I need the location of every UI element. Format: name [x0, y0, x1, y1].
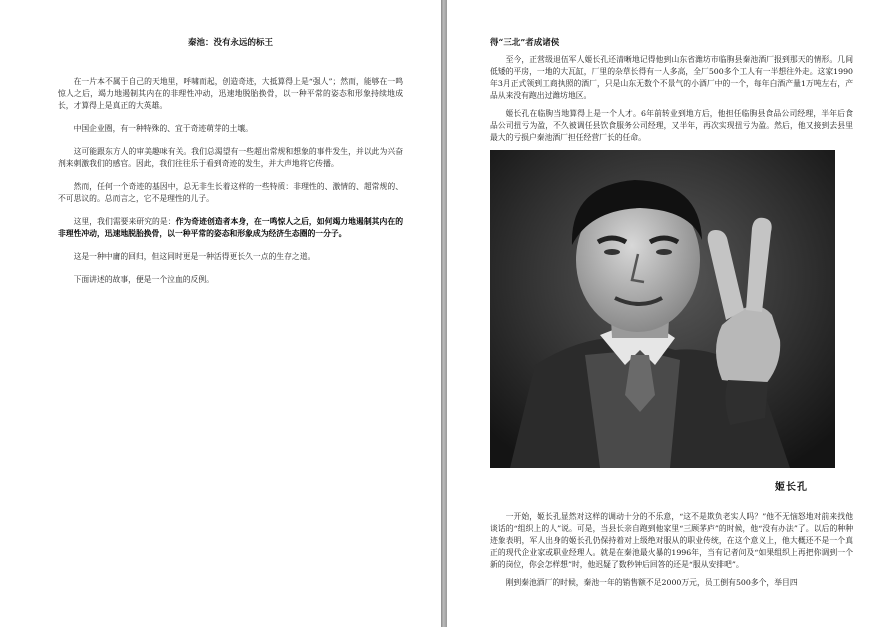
paragraph-3: 一开始，姬长孔显然对这样的调动十分的不乐意，“这不是欺负老实人吗？”他不无恼怒地对前来找他谈话的“组织上的人”说。可是，当县长亲自跑到他家里“三顾茅庐”的时候，他“没有办法”了。以后的种种迹象表明，军人出身的姬长孔仍保持着对上级绝对服从的职业传统，在这个意义上，他大概还不是一个真正的现代企业家或职业经理人。就是在秦池最火暴的1996年，当有记者问及“如果组织上再把你调到一个新的岗位，你会怎样想”时，他迟疑了数秒钟后回答的还是“服从安排吧”。: [490, 512, 853, 569]
paragraph-2: 中国企业圈，有一种特殊的、宜于奇迹萌芽的土壤。: [73, 124, 253, 133]
section-title: 得“三北”者成诸侯: [490, 38, 560, 48]
portrait-illustration: [490, 150, 835, 468]
paragraph-2: 姬长孔在临朐当地算得上是一个人才。6年前转业到地方后，他担任临朐县食品公司经理，半年后食品公司扭亏为盈，不久被调任县饮食服务公司经理，又半年，再次实现扭亏为盈。然后，他又接到去县里最大的亏损户秦池酒厂担任经营厂长的任命。: [490, 109, 853, 142]
paragraph-4: 刚到秦池酒厂的时候，秦池一年的销售额不足2000万元，员工倒有500多个，举目四: [505, 578, 798, 587]
photo-caption: 姬长孔: [775, 482, 808, 493]
paragraph-1: 至今，正营级退伍军人姬长孔还清晰地记得他到山东省潍坊市临朐县秦池酒厂报到那天的情形。几间低矮的平房，一地的大瓦缸，厂里的杂草长得有一人多高，全厂500多个工人有一半想往外走。这家1990年3月正式领到工商执照的酒厂，只是山东无数个不景气的小酒厂中的一个，每年白酒产量1万吨左右，产品从来没有跑出过潍坊地区。: [490, 55, 853, 100]
paragraph-3: 这可能跟东方人的审美趣味有关。我们总渴望有一些超出常规和想象的事件发生，并以此为兴奋剂来刺激我们的感官。因此，我们往往乐于看到奇迹的发生，并大声地将它传播。: [58, 147, 403, 168]
paragraph-6: 这是一种中庸的回归，但这同时更是一种活得更长久一点的生存之道。: [73, 252, 316, 261]
portrait-photo: [490, 150, 835, 468]
paragraph-5: [58, 216, 403, 240]
paragraph-7: 下面讲述的故事，便是一个泣血的反例。: [73, 275, 214, 284]
paragraph-4: 然而，任何一个奇迹的基因中，总无非生长着这样的一些特质：非理性的、激情的、超常规的、不可思议的。总而言之，它不是理性的儿子。: [58, 182, 403, 203]
paragraph-1: 在一片本不属于自己的天地里，呼啸而起，创造奇迹，大抵算得上是“强人”；然而，能够在一鸣惊人之后，竭力地遏制其内在的非理性冲动，迅速地脱胎换骨，以一种平常的姿态和形象持续地成长，才算得上是真正的大英雄。: [58, 77, 403, 110]
paragraph-5-lead: 这里，我们需要来研究的是：: [73, 217, 176, 226]
right-page: [447, 0, 891, 627]
paragraph-5-bold: 作为奇迹创造者本身，在一鸣惊人之后，如何竭力地遏制其内在的非理性冲动，迅速地脱胎换骨，以一种平常的姿态和形象成为经济生态圈的一分子。: [58, 217, 404, 238]
chapter-title: 秦池：没有永远的标王: [187, 38, 273, 48]
left-page: [0, 0, 441, 627]
